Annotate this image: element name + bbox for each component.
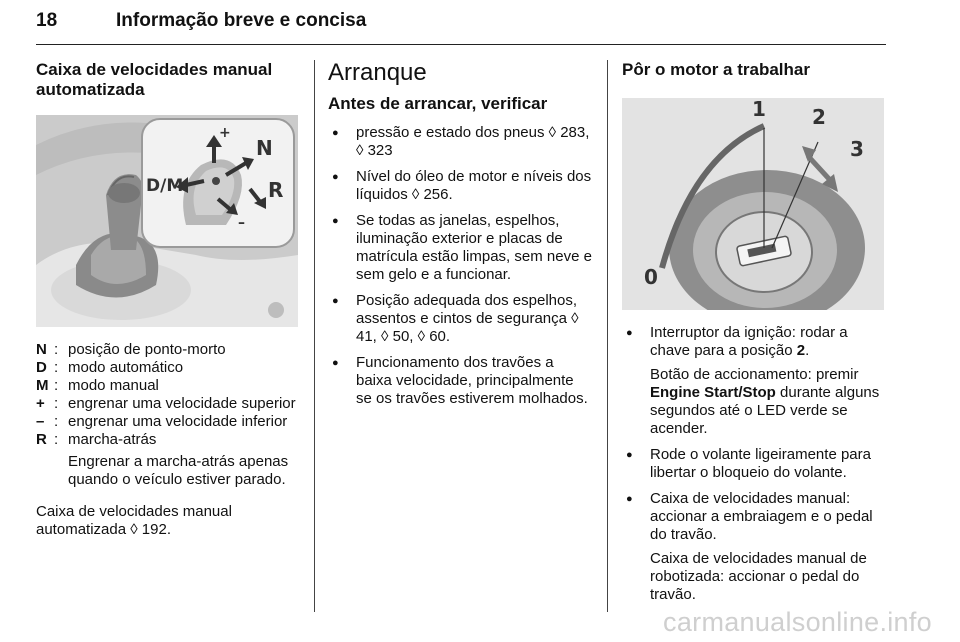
definition-key: – xyxy=(36,413,45,430)
list-item xyxy=(622,324,887,438)
ignition-position-2: 2 xyxy=(812,105,826,129)
definition-row: N : posição de ponto-morto xyxy=(36,341,301,359)
gear-lever-illustration xyxy=(36,115,298,327)
watermark: carmanualsonline.info xyxy=(663,607,932,637)
position-value: 2 xyxy=(796,342,806,359)
step-text: Interruptor da ignição: rodar a chave para a posição xyxy=(650,324,848,359)
ignition-position-3: 3 xyxy=(850,137,864,161)
gear-lever-drawing xyxy=(36,115,298,327)
list-item: ● Nível do óleo de motor e níveis dos líquidos ◊ 256. xyxy=(328,168,593,204)
definition-row: R : marcha-atrás xyxy=(36,431,301,449)
ignition-drawing xyxy=(622,98,884,310)
list-item: ● pressão e estado dos pneus ◊ 283, ◊ 323 xyxy=(328,124,593,160)
step-extra xyxy=(650,366,887,438)
definition-value: modo manual xyxy=(68,377,159,394)
page-title: Informação breve e concisa xyxy=(116,10,367,31)
column-engine-start xyxy=(622,60,887,612)
minus-label: – xyxy=(238,215,245,231)
gearbox-reference: Caixa de velocidades manual automatizada ◊ 192. xyxy=(36,503,232,538)
dm-label: D/M xyxy=(146,176,184,196)
gearbox-heading: Caixa de velocidades manual automatizada xyxy=(36,60,273,99)
starting-heading: Arranque xyxy=(328,59,427,86)
step-text: Caixa de velocidades manual: accionar a embraiagem e o pedal do travão. xyxy=(650,490,873,543)
definition-value: posição de ponto-morto xyxy=(68,341,226,358)
checklist xyxy=(328,124,593,408)
ignition-position-0: 0 xyxy=(644,265,658,289)
engine-start-steps xyxy=(622,324,887,604)
definition-row: M : modo manual xyxy=(36,377,301,395)
step-text-end: . xyxy=(805,342,810,359)
plus-label: + xyxy=(219,125,231,141)
definition-key: R xyxy=(36,431,47,448)
engine-start-heading: Pôr o motor a trabalhar xyxy=(622,60,810,79)
definition-key: N xyxy=(36,341,47,358)
ignition-illustration xyxy=(622,98,884,310)
step-text: Rode o volante ligeiramente para libertar o bloqueio do volante. xyxy=(650,446,871,481)
column-divider xyxy=(314,60,315,612)
step-extra-pre: Botão de accionamento: premir xyxy=(650,366,859,383)
definition-row: D : modo automático xyxy=(36,359,301,377)
definition-value: modo automático xyxy=(68,359,184,376)
definition-key: D xyxy=(36,359,47,376)
checklist-heading: Antes de arrancar, verificar xyxy=(328,94,548,113)
list-item xyxy=(622,490,887,604)
engine-start-stop-label: Engine Start/Stop xyxy=(650,384,776,401)
page-header xyxy=(36,6,886,45)
r-label: R xyxy=(268,178,284,202)
column-divider xyxy=(607,60,608,612)
definition-value: engrenar uma velocidade superior xyxy=(68,395,296,412)
definition-row: + : engrenar uma velocidade superior xyxy=(36,395,301,413)
column-gearbox xyxy=(36,60,301,539)
gear-definitions xyxy=(36,341,301,489)
definition-key: + xyxy=(36,395,45,412)
step-extra: Caixa de velocidades manual de robotizada: accionar o pedal do travão. xyxy=(650,550,867,603)
list-item: ● Se todas as janelas, espelhos, iluminação exterior e placas de matrícula estão limpas, sem neve e sem gelo e a funcionar. xyxy=(328,212,593,284)
column-starting xyxy=(328,60,593,416)
list-item: ● Posição adequada dos espelhos, assentos e cintos de segurança ◊ 41, ◊ 50, ◊ 60. xyxy=(328,292,593,346)
ignition-position-1: 1 xyxy=(752,98,766,121)
reverse-gear-note: Engrenar a marcha-atrás apenas quando o veículo estiver parado. xyxy=(68,453,289,488)
n-label: N xyxy=(256,136,273,160)
definition-key: M xyxy=(36,377,49,394)
page-number: 18 xyxy=(36,10,58,31)
list-item xyxy=(622,446,887,482)
definition-value: engrenar uma velocidade inferior xyxy=(68,413,288,430)
step-extra-post: durante alguns segundos até o LED verde se acender. xyxy=(650,384,880,437)
definition-value: marcha-atrás xyxy=(68,431,157,448)
list-item: ● Funcionamento dos travões a baixa velocidade, principalmente se os travões estiverem molhados. xyxy=(328,354,593,408)
definition-row: – : engrenar uma velocidade inferior xyxy=(36,413,301,431)
